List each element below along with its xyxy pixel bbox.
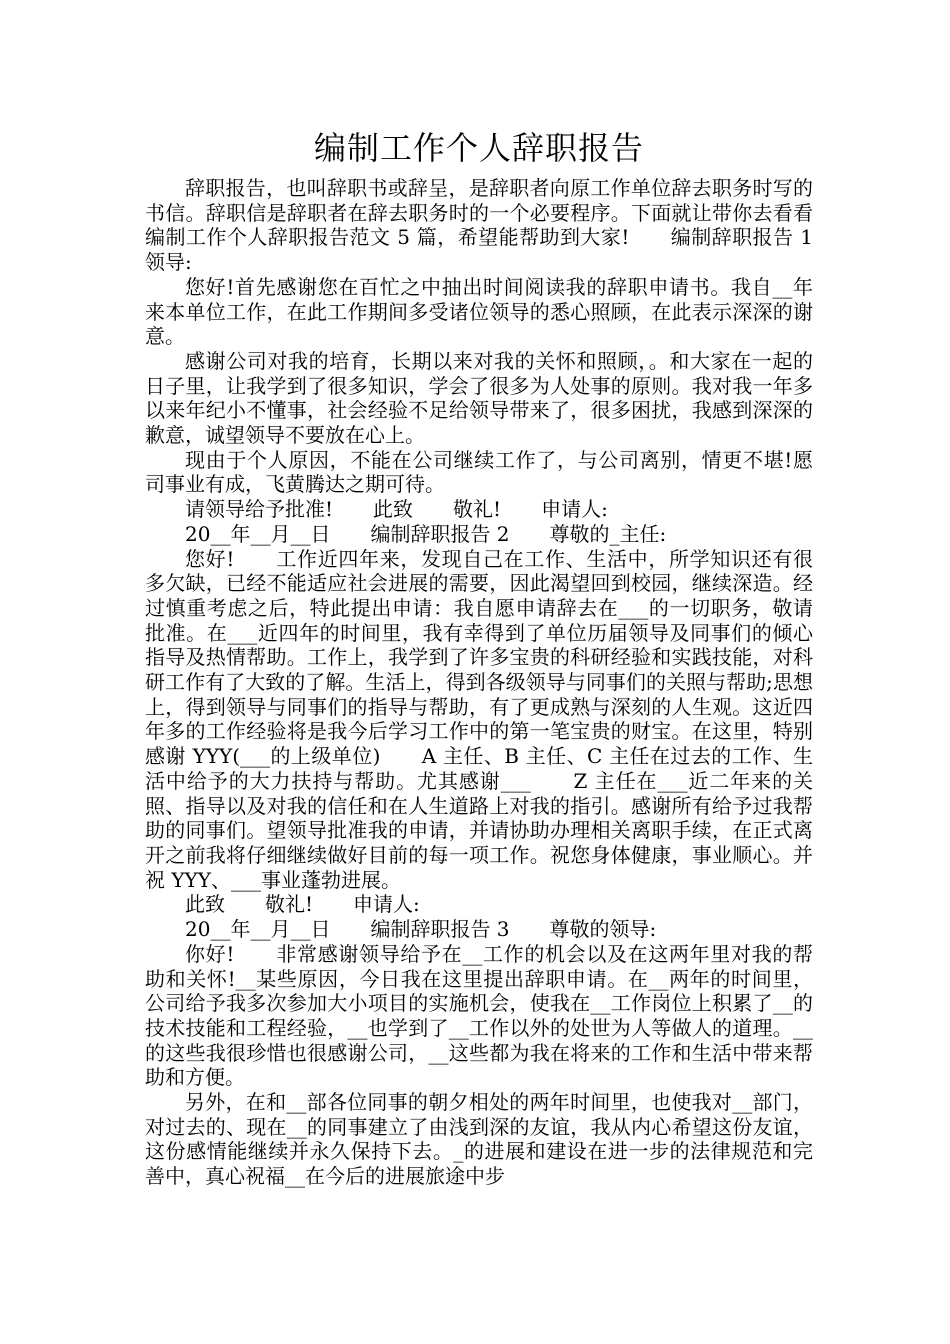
paragraph: 感谢公司对我的培育，长期以来对我的关怀和照顾，。和大家在一起的日子里，让我学到了很多知识，学会了很多为人处事的原则。我对我一年多以来年纪小不懂事，社会经验不足给领导带来了，很多困扰，我感到深深的歉意，诚望领导不要放在心上。 xyxy=(145,348,813,448)
paragraph: 请领导给予批准! 此致 敬礼! 申请人: xyxy=(185,497,608,522)
paragraph: 20__年__月__日 编制辞职报告 2 尊敬的_主任: xyxy=(185,521,667,546)
paragraph: 另外，在和__部各位同事的朝夕相处的两年时间里，也使我对__部门，对过去的、现在__的同事建立了由浅到深的友谊，我从内心希望这份友谊，这份感情能继续并永久保持下去。_的进展和建设在进一步的法律规范和完善中，真心祝福__在今后的进展旅途中步 xyxy=(145,1090,813,1189)
paragraph: 您好!首先感谢您在百忙之中抽出时间阅读我的辞职申请书。我自__年来本单位工作，在此工作期间多受诸位领导的悉心照顾，在此表示深深的谢意。 xyxy=(145,274,813,349)
paragraph: 辞职报告，也叫辞职书或辞呈，是辞职者向原工作单位辞去职务时写的书信。辞职信是辞职者在辞去职务时的一个必要程序。下面就让带你去看看编制工作个人辞职报告范文 5 篇，希望能帮助到大家! 编制辞职报告 1 领导: xyxy=(145,176,853,275)
paragraph: 现由于个人原因，不能在公司继续工作了，与公司离别，情更不堪!愿司事业有成，飞黄腾达之期可待。 xyxy=(145,447,813,497)
document-title: 编制工作个人辞职报告 xyxy=(313,129,644,167)
paragraph: 您好! 工作近四年来，发现自己在工作、生活中，所学知识还有很多欠缺，已经不能适应社会进展的需要，因此渴望回到校园，继续深造。经过慎重考虑之后，特此提出申请：我自愿申请辞去在___的一切职务，敬请批准。在___近四年的时间里，我有幸得到了单位历届领导及同事们的倾心指导及热情帮助。工作上，我学到了许多宝贵的科研经验和实践技能，对科研工作有了大致的了解。生活上，得到各级领导与同事们的关照与帮助;思想上，得到领导与同事们的指导与帮助，有了更成熟与深刻的人生观。这近四年多的工作经验将是我今后学习工作中的第一笔宝贵的财宝。在这里，特别感谢 YYY(___的上级单位) A 主任、B 主任、C 主任在过去的工作、生活中给予的大力扶持与帮助。尤其感谢___ Z 主任在___近二年来的关照、指导以及对我的信任和在人生道路上对我的指引。感谢所有给予过我帮助的同事们。望领导批准我的申请，并请协助办理相关离职手续，在正式离开之前我将仔细继续做好目前的每一项工作。祝您身体健康，事业顺心。并祝 YYY、___事业蓬勃进展。 xyxy=(145,546,813,892)
paragraph: 你好! 非常感谢领导给予在__工作的机会以及在这两年里对我的帮助和关怀!__某些原因，今日我在这里提出辞职申请。在__两年的时间里，公司给予我多次参加大小项目的实施机会，使我在__工作岗位上积累了__的技术技能和工程经验，__也学到了__工作以外的处世为人等做人的道理。__的这些我很珍惜也很感谢公司，__这些都为我在将来的工作和生活中带来帮助和方便。 xyxy=(145,941,813,1090)
paragraph: 此致 敬礼! 申请人: xyxy=(185,892,420,917)
document-page xyxy=(145,126,853,1326)
paragraph: 20__年__月__日 编制辞职报告 3 尊敬的领导: xyxy=(185,917,657,942)
